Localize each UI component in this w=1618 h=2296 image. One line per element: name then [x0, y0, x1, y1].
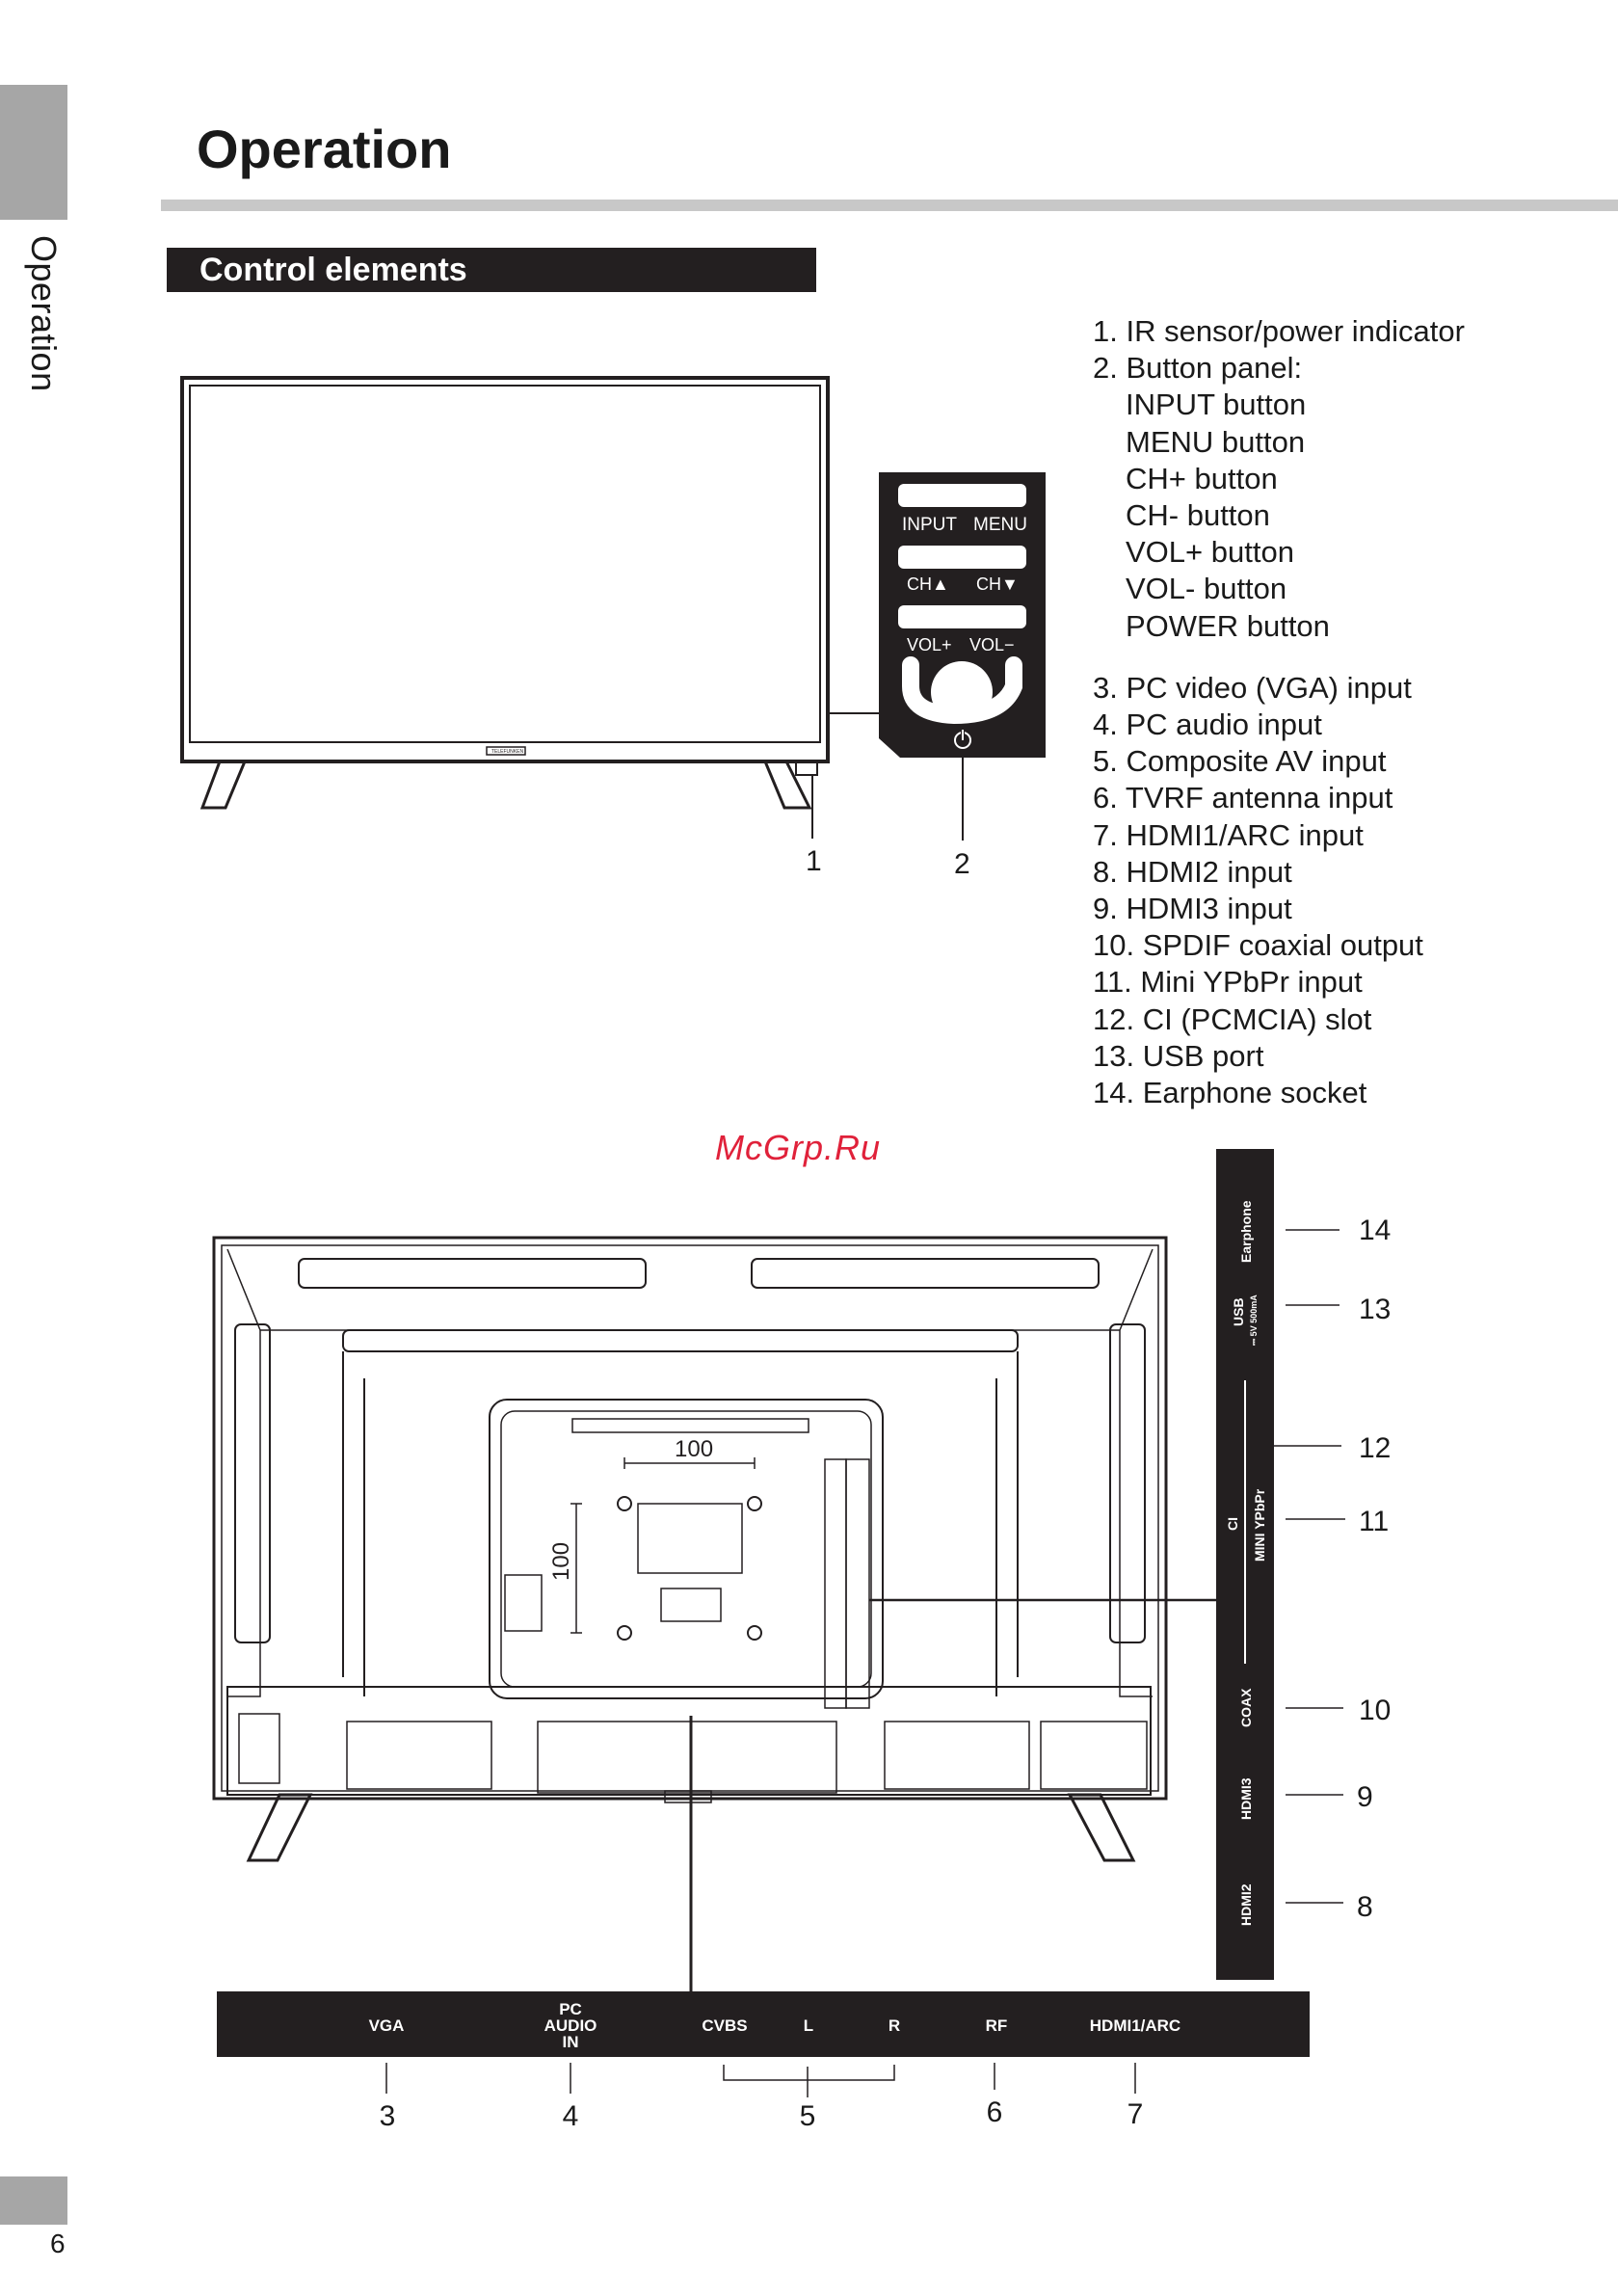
rear-rib-right [1110, 1324, 1145, 1642]
hdmi3-label: HDMI3 [1238, 1777, 1254, 1820]
front-stand-left [202, 761, 245, 808]
list-item: INPUT button [1126, 387, 1307, 422]
earphone-label: Earphone [1238, 1200, 1254, 1263]
ir-sensor [796, 761, 817, 775]
brand-tag: TELEFUNKEN [491, 749, 524, 755]
list-item: 8. HDMI2 input [1093, 854, 1292, 889]
rear-vent-right [752, 1259, 1099, 1288]
footer-tab-marker [0, 2176, 67, 2225]
callout-5: 5 [799, 2100, 816, 2132]
callout-2: 2 [954, 848, 970, 880]
list-item: POWER button [1126, 608, 1330, 643]
list-item: 5. Composite AV input [1093, 744, 1387, 779]
menu-label: MENU [973, 515, 1027, 535]
callout-8: 8 [1357, 1891, 1373, 1923]
list-item: 4. PC audio input [1093, 707, 1322, 742]
vga-label: VGA [368, 2016, 405, 2035]
vesa-height-label: 100 [548, 1541, 574, 1581]
list-item: 2. Button panel: [1093, 351, 1303, 386]
input-menu-rocker [898, 484, 1026, 507]
list-item: 12. CI (PCMCIA) slot [1093, 1001, 1372, 1036]
section-heading: Control elements [167, 248, 816, 292]
tv-front-bezel [182, 378, 828, 761]
front-stand-right [765, 761, 809, 808]
rear-vent-left [299, 1259, 646, 1288]
watermark: McGrp.Ru [715, 1128, 882, 1167]
rating-label [239, 1714, 279, 1783]
usb-label: USB [1231, 1297, 1246, 1326]
list-item: 9. HDMI3 input [1093, 892, 1292, 926]
list-item: 10. SPDIF coaxial output [1093, 928, 1423, 963]
rear-stand-right [1070, 1795, 1133, 1860]
vesa-hole [748, 1626, 761, 1640]
list-item: 6. TVRF antenna input [1093, 781, 1393, 815]
rf-label: RF [985, 2016, 1008, 2035]
mini-ypbpr-label: MINI YPbPr [1252, 1488, 1267, 1562]
vesa-hole [748, 1497, 761, 1510]
list-item: 11. Mini YPbPr input [1093, 965, 1363, 1000]
pc-audio-label-1: PC [559, 2000, 582, 2018]
list-item: 1. IR sensor/power indicator [1093, 314, 1465, 348]
list-item: CH+ button [1126, 461, 1278, 495]
list-item: 3. PC video (VGA) input [1093, 670, 1412, 705]
callout-13: 13 [1359, 1294, 1392, 1325]
rear-outer-frame [214, 1238, 1166, 1799]
callout-6: 6 [986, 2096, 1003, 2128]
cvbs-label: CVBS [702, 2016, 748, 2035]
usb-rating-label: ⎓ 5V 500mA [1249, 1295, 1259, 1346]
callout-12: 12 [1359, 1432, 1392, 1464]
ci-label: CI [1225, 1517, 1240, 1531]
list-item: VOL+ button [1126, 535, 1294, 570]
rear-stand-left [249, 1795, 310, 1860]
tv-front-view [182, 378, 963, 841]
list-item: 14. Earphone socket [1093, 1076, 1367, 1110]
audio-r-label: R [888, 2016, 901, 2035]
page-number: 6 [50, 2229, 66, 2258]
callout-11: 11 [1359, 1506, 1390, 1537]
rear-vent-slots [572, 1419, 809, 1432]
ch-down-label: CH▼ [976, 574, 1019, 594]
list-item: 13. USB port [1093, 1038, 1264, 1073]
coax-label: COAX [1238, 1688, 1254, 1727]
callout-1: 1 [806, 845, 822, 877]
list-item: 7. HDMI1/ARC input [1093, 817, 1364, 852]
tv-front-screen [190, 386, 820, 742]
callout-14: 14 [1359, 1215, 1392, 1246]
callout-7: 7 [1127, 2098, 1144, 2130]
power-joystick [931, 661, 993, 723]
list-item: VOL- button [1126, 572, 1287, 606]
ch-up-label: CH▲ [907, 574, 949, 594]
input-label: INPUT [902, 515, 957, 535]
side-tab-label: Operation [24, 234, 64, 392]
ch-rocker [898, 546, 1026, 569]
pc-audio-label-2: AUDIO [544, 2016, 597, 2035]
pc-audio-label-3: IN [562, 2033, 579, 2051]
vol-down-label: VOL− [969, 635, 1015, 654]
vesa-width-label: 100 [675, 1436, 714, 1462]
audio-l-label: L [803, 2016, 814, 2035]
rear-rib-left [235, 1324, 270, 1642]
hdmi2-label: HDMI2 [1238, 1883, 1254, 1926]
page-title: Operation [197, 119, 452, 179]
callout-9: 9 [1357, 1781, 1373, 1813]
callout-10: 10 [1359, 1695, 1392, 1726]
bottom-connector-strip [538, 1722, 836, 1793]
vol-rocker [898, 605, 1026, 628]
list-item: CH- button [1126, 498, 1270, 533]
hdmi1-arc-label: HDMI1/ARC [1089, 2016, 1181, 2035]
vesa-hole [618, 1497, 631, 1510]
vesa-hole [618, 1626, 631, 1640]
list-item: MENU button [1126, 424, 1306, 459]
rear-bottom-band [227, 1687, 1151, 1795]
callout-3: 3 [379, 2100, 396, 2132]
callout-4: 4 [562, 2100, 579, 2132]
vol-up-label: VOL+ [907, 635, 952, 654]
